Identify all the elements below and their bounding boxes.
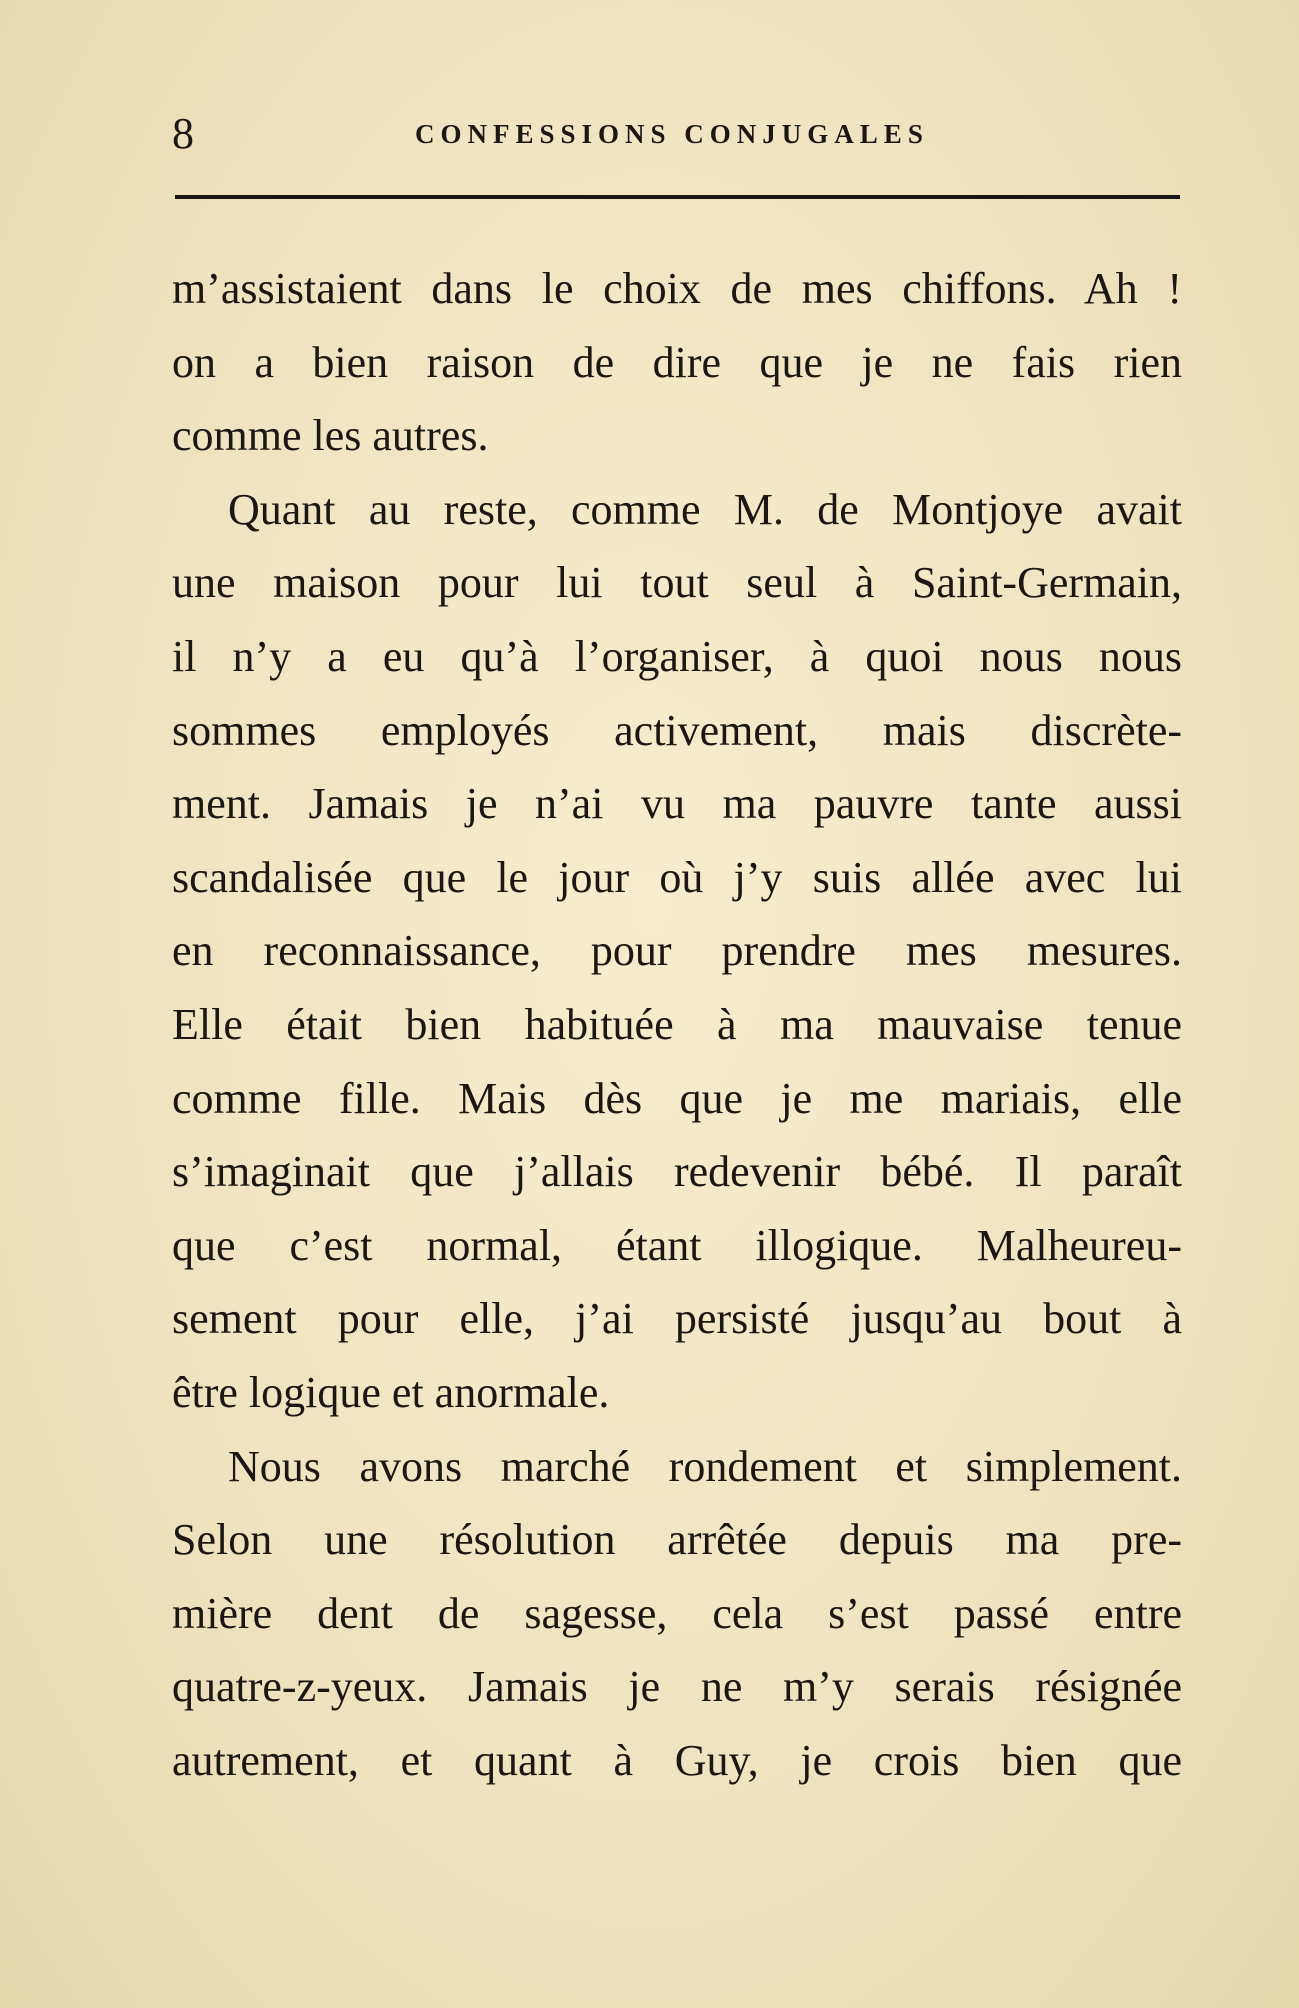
text-line: s’imaginait que j’allais redevenir bébé. Il paraît [172,1147,1182,1197]
text-line: sement pour elle, j’ai persisté jusqu’au bout à [172,1294,1182,1344]
text-line: Elle était bien habituée à ma mauvaise tenue [172,999,1182,1049]
header-rule [175,195,1180,199]
text-line: Nous avons marché rondement et simplement. [228,1441,1182,1491]
page-number: 8 [172,109,194,158]
running-head: CONFESSIONS CONJUGALES [415,119,929,149]
text-line: en reconnaissance, pour prendre mes mesures. [172,926,1182,976]
text-line: sommes employés activement, mais discrète- [172,705,1182,755]
text-line: que c’est normal, étant illogique. Malheureu- [172,1220,1182,1270]
text-line: m’assistaient dans le choix de mes chiffons. Ah ! [172,264,1182,313]
text-line: une maison pour lui tout seul à Saint-Germain, [172,558,1182,608]
text-line: être logique et anormale. [172,1367,610,1417]
text-line: comme fille. Mais dès que je me mariais, elle [172,1073,1182,1123]
text-line: ment. Jamais je n’ai vu ma pauvre tante aussi [172,779,1182,829]
text-line: Selon une résolution arrêtée depuis ma pre- [172,1515,1182,1565]
text-line: comme les autres. [172,411,489,461]
text-line: scandalisée que le jour où j’y suis allée avec lui [172,852,1182,902]
text-line: il n’y a eu qu’à l’organiser, à quoi nous nous [172,631,1182,681]
body-text [172,252,1182,1797]
text-line: autrement, et quant à Guy, je crois bien que [172,1735,1182,1785]
text-line: Quant au reste, comme M. de Montjoye avait [228,484,1182,534]
text-line: on a bien raison de dire que je ne fais rien [172,337,1182,387]
text-line: mière dent de sagesse, cela s’est passé entre [172,1588,1182,1638]
text-line: quatre-z-yeux. Jamais je ne m’y serais résignée [172,1662,1182,1712]
